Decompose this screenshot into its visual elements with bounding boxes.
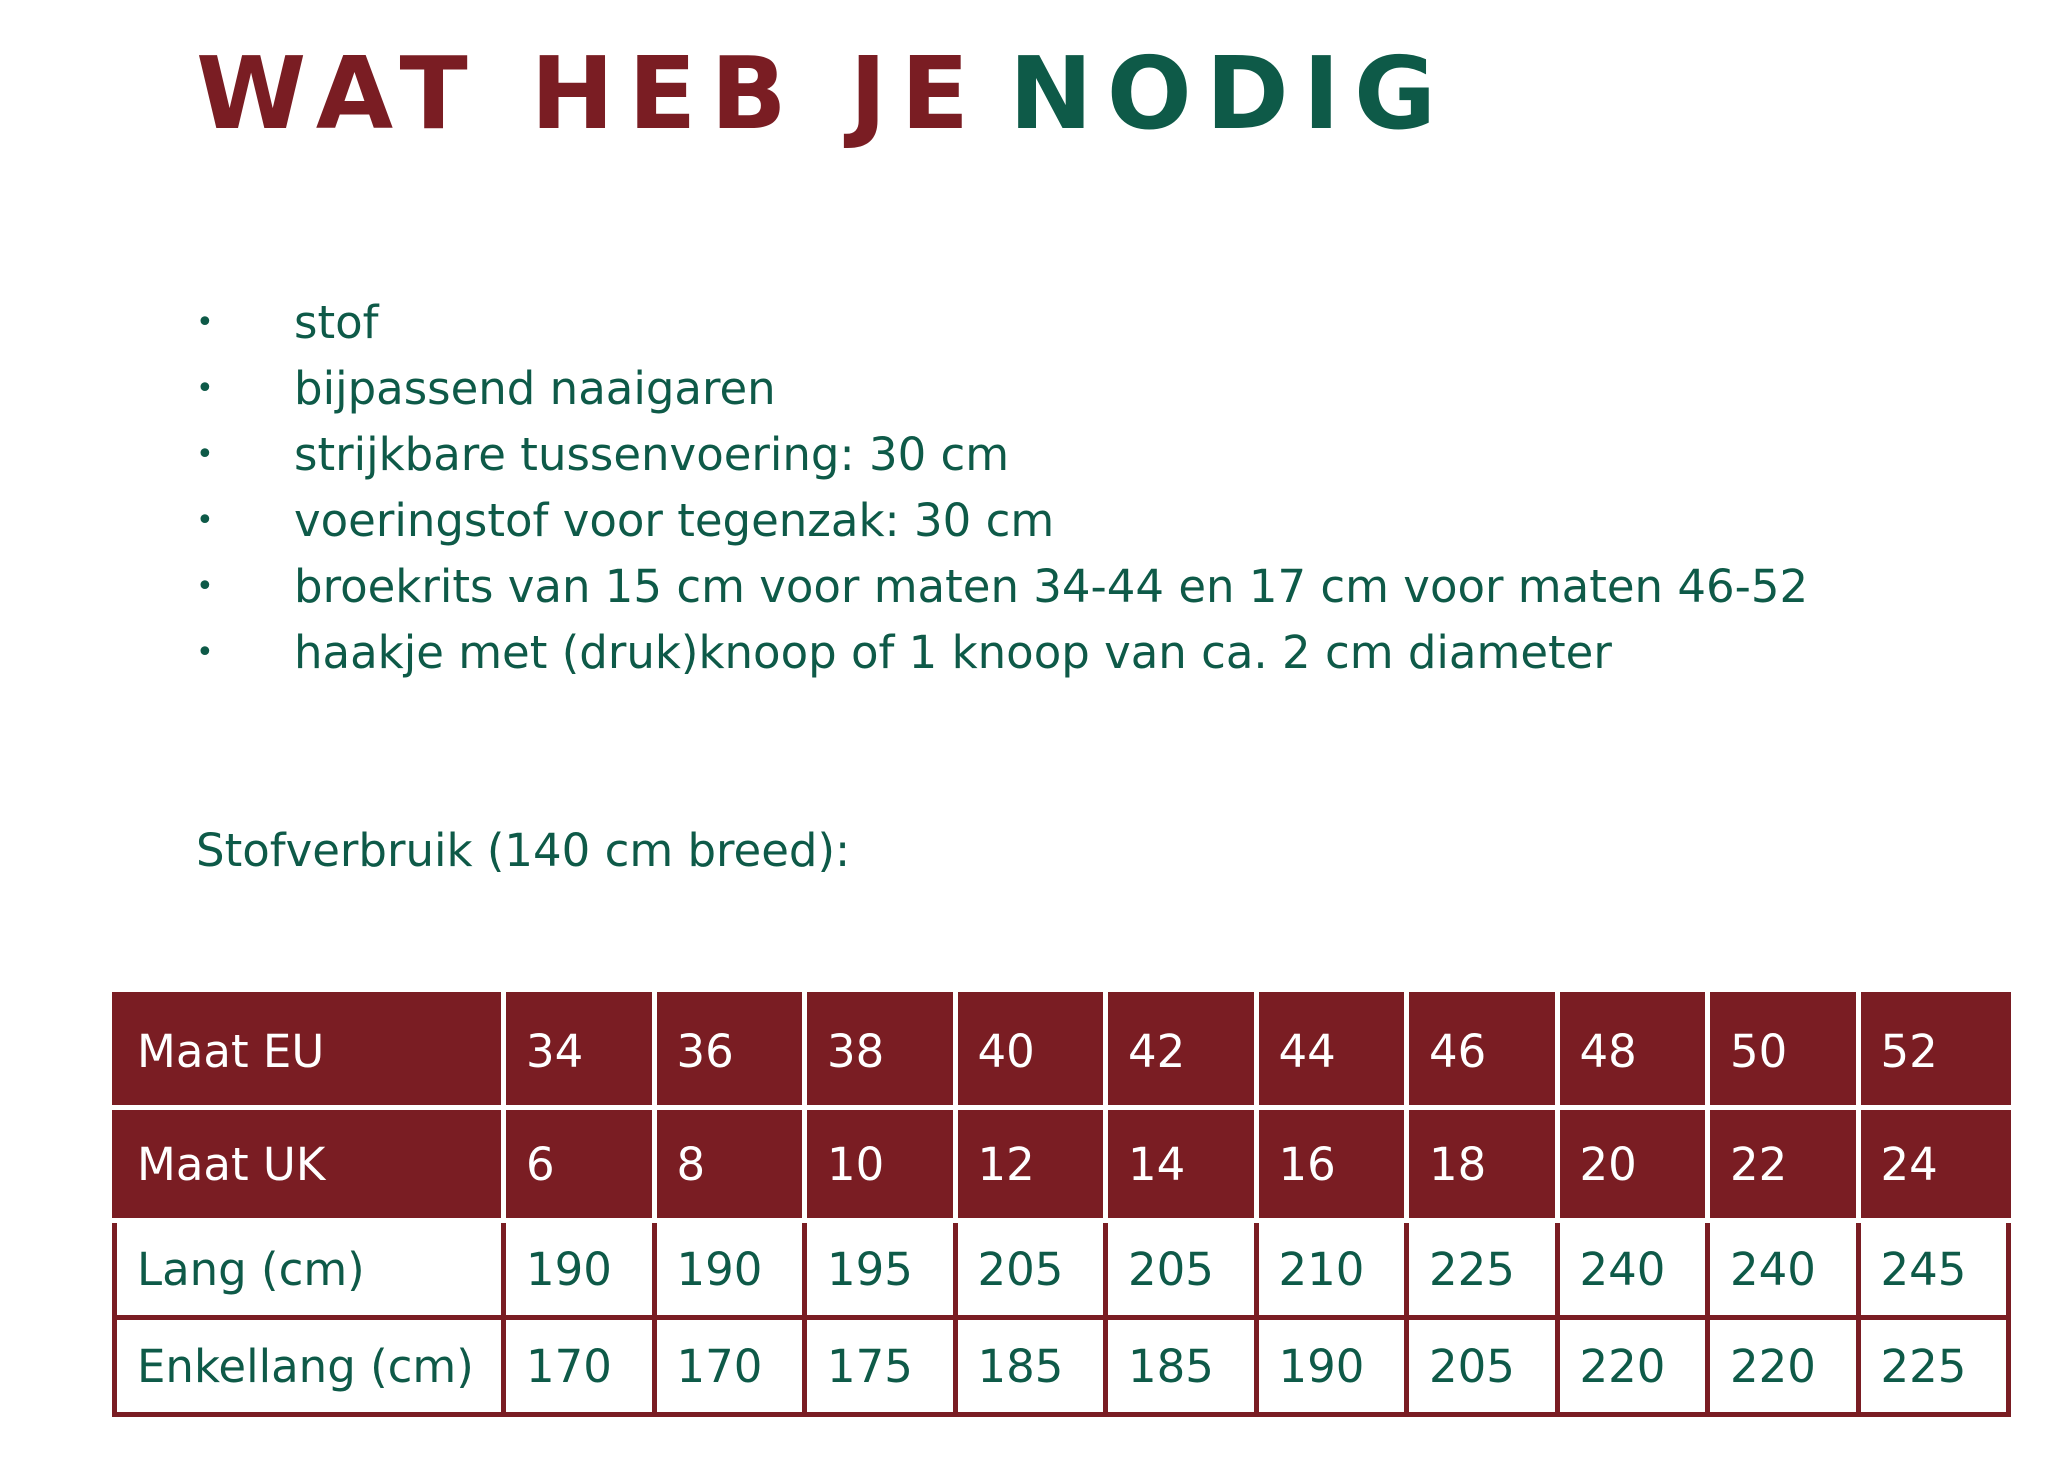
table-cell: 44 — [1256, 995, 1407, 1108]
table-cell: 220 — [1708, 1318, 1859, 1415]
row-label: Enkellang (cm) — [115, 1318, 504, 1415]
list-item-text: strijkbare tussenvoering: 30 cm — [294, 428, 1010, 481]
table-cell: 42 — [1106, 995, 1257, 1108]
table-row-enkellang — [115, 1318, 2009, 1415]
table-cell: 12 — [955, 1108, 1106, 1221]
table-cell: 240 — [1557, 1221, 1708, 1318]
table-cell: 225 — [1407, 1221, 1558, 1318]
title-part-green: NODIG — [1009, 35, 1451, 152]
table-cell: 36 — [654, 995, 805, 1108]
title-part-red: WAT HEB JE — [196, 35, 984, 152]
row-label: Maat UK — [115, 1108, 504, 1221]
row-label: Maat EU — [115, 995, 504, 1108]
table-cell: 50 — [1708, 995, 1859, 1108]
table-cell: 240 — [1708, 1221, 1859, 1318]
list-item-text: broekrits van 15 cm voor maten 34-44 en 17 cm voor maten 46-52 — [294, 560, 1809, 613]
table-cell: 40 — [955, 995, 1106, 1108]
list-item-text: haakje met (druk)knoop of 1 knoop van ca. 2 cm diameter — [294, 626, 1612, 679]
table-cell: 205 — [1407, 1318, 1558, 1415]
table-cell: 195 — [805, 1221, 956, 1318]
bullet-icon: • — [196, 305, 214, 340]
table-cell: 52 — [1858, 995, 2009, 1108]
table-cell: 225 — [1858, 1318, 2009, 1415]
list-item-text: bijpassend naaigaren — [294, 362, 776, 415]
table-cell: 185 — [955, 1318, 1106, 1415]
table-cell: 16 — [1256, 1108, 1407, 1221]
table-cell: 190 — [504, 1221, 655, 1318]
fabric-usage-table — [112, 992, 2011, 1417]
table-cell: 170 — [654, 1318, 805, 1415]
page-title — [196, 35, 1451, 152]
table-row-maat-eu — [115, 995, 2009, 1108]
table-cell: 190 — [1256, 1318, 1407, 1415]
table-row-lang — [115, 1221, 2009, 1318]
list-item-text: voeringstof voor tegenzak: 30 cm — [294, 494, 1055, 547]
table-cell: 245 — [1858, 1221, 2009, 1318]
bullet-icon: • — [196, 569, 214, 604]
fabric-usage-heading: Stofverbruik (140 cm breed): — [196, 824, 851, 877]
table-cell: 20 — [1557, 1108, 1708, 1221]
bullet-icon: • — [196, 437, 214, 472]
table-cell: 14 — [1106, 1108, 1257, 1221]
table-cell: 34 — [504, 995, 655, 1108]
table-cell: 175 — [805, 1318, 956, 1415]
table-cell: 48 — [1557, 995, 1708, 1108]
table-cell: 24 — [1858, 1108, 2009, 1221]
table-cell: 22 — [1708, 1108, 1859, 1221]
bullet-icon: • — [196, 371, 214, 406]
table-cell: 220 — [1557, 1318, 1708, 1415]
bullet-icon: • — [196, 635, 214, 670]
table-row-maat-uk — [115, 1108, 2009, 1221]
list-item-text: stof — [294, 296, 379, 349]
table-cell: 205 — [955, 1221, 1106, 1318]
table-cell: 210 — [1256, 1221, 1407, 1318]
table-cell: 6 — [504, 1108, 655, 1221]
table-cell: 190 — [654, 1221, 805, 1318]
row-label: Lang (cm) — [115, 1221, 504, 1318]
table-cell: 185 — [1106, 1318, 1257, 1415]
bullet-icon: • — [196, 503, 214, 538]
table-cell: 18 — [1407, 1108, 1558, 1221]
table-cell: 170 — [504, 1318, 655, 1415]
table-cell: 8 — [654, 1108, 805, 1221]
table-cell: 10 — [805, 1108, 956, 1221]
table-cell: 46 — [1407, 995, 1558, 1108]
table-cell: 205 — [1106, 1221, 1257, 1318]
table-cell: 38 — [805, 995, 956, 1108]
